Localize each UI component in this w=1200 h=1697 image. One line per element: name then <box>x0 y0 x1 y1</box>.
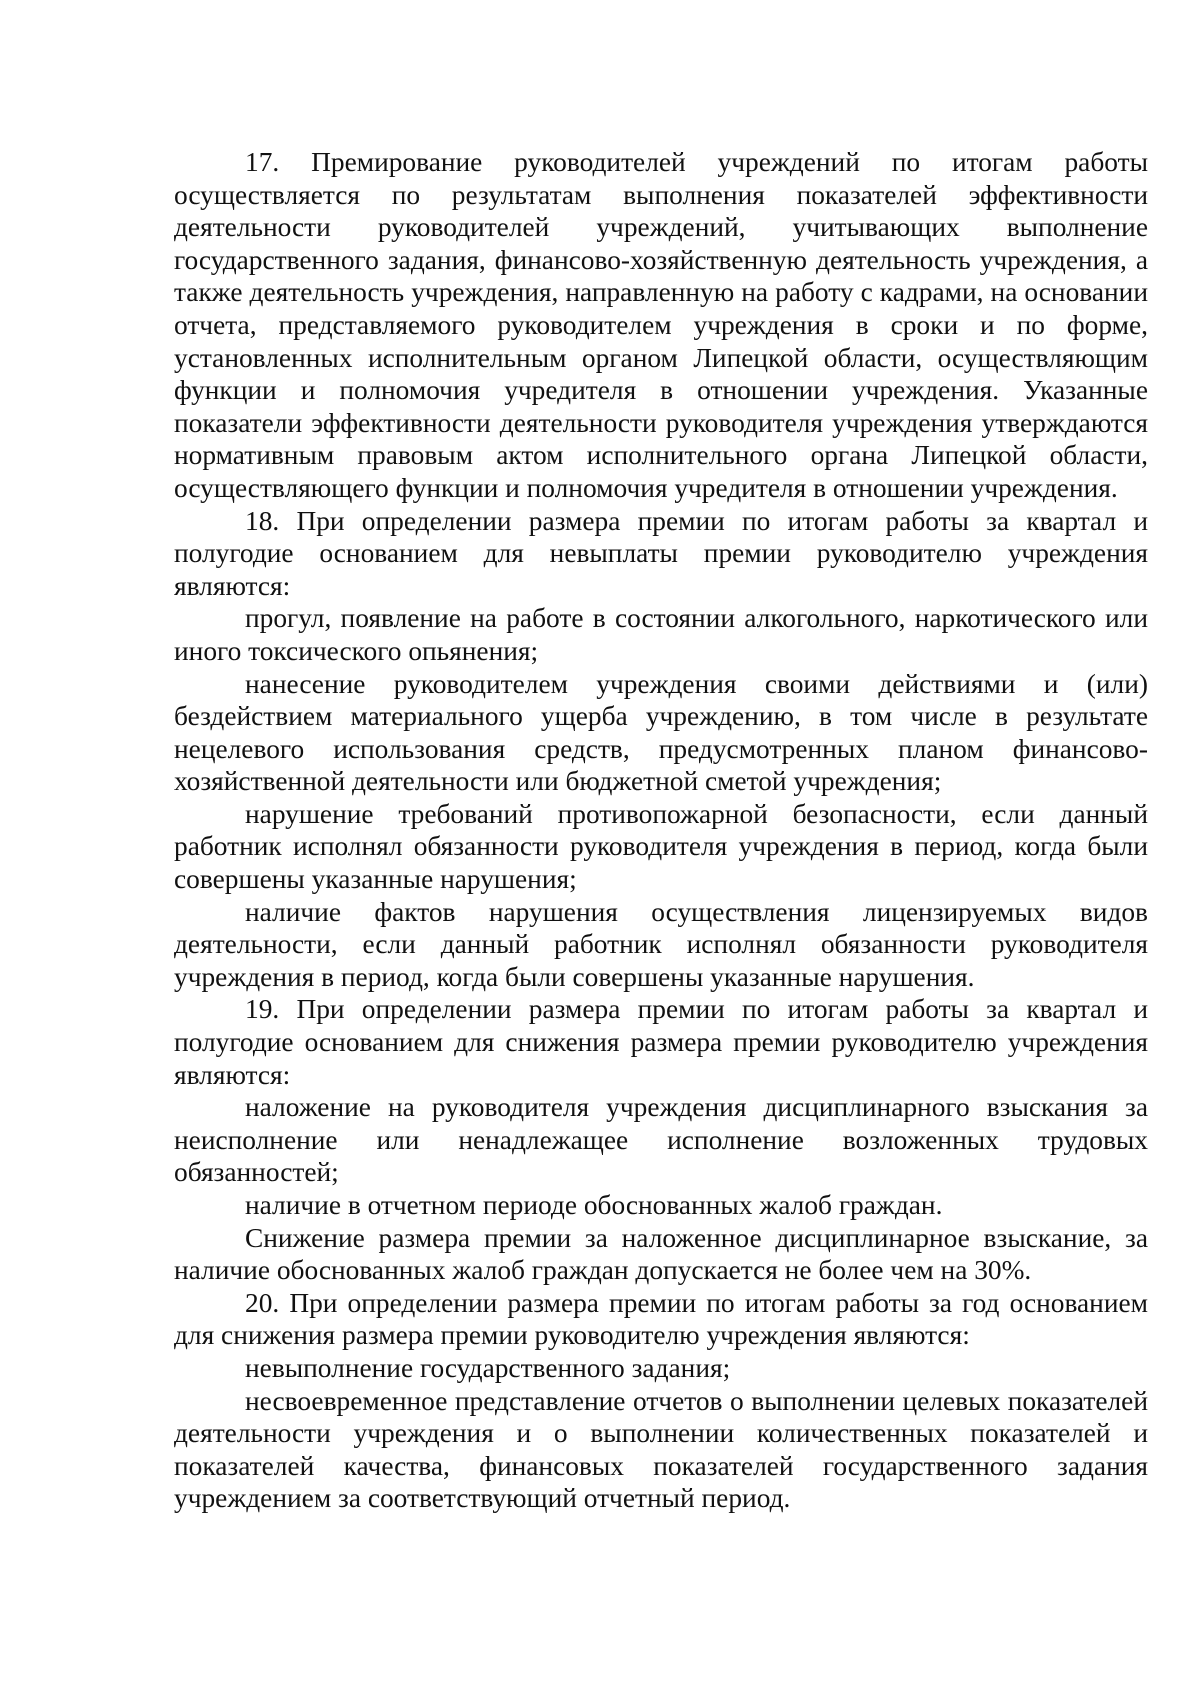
document-page <box>174 146 1148 1515</box>
list-item-damage: нанесение руководителем учреждения своими действиями и (или) бездействием материального ущерба учреждению, в том числе в результате нецелевого использования средств, предусмотренных планом финансово-хозяйственной деятельности или бюджетной сметой учреждения; <box>174 668 1148 797</box>
paragraph-reduction-limit: Снижение размера премии за наложенное дисциплинарное взыскание, за наличие обоснованных жалоб граждан допускается не более чем на 30%. <box>174 1222 1148 1286</box>
paragraph-20: 20. При определении размера премии по итогам работы за год основанием для снижения размера премии руководителю учреждения являются: <box>174 1287 1148 1351</box>
paragraph-18: 18. При определении размера премии по итогам работы за квартал и полугодие основанием для невыплаты премии руководителю учреждения являются: <box>174 505 1148 601</box>
list-item-fire-safety: нарушение требований противопожарной безопасности, если данный работник исполнял обязанности руководителя учреждения в период, когда были совершены указанные нарушения; <box>174 798 1148 895</box>
list-item-task-failure: невыполнение государственного задания; <box>245 1352 731 1383</box>
list-item-absence: прогул, появление на работе в состоянии алкогольного, наркотического или иного токсического опьянения; <box>174 603 1148 666</box>
list-item-disciplinary: наложение на руководителя учреждения дисциплинарного взыскания за неисполнение или ненадлежащее исполнение возложенных трудовых обязанностей; <box>174 1092 1148 1188</box>
list-item-complaints: наличие в отчетном периоде обоснованных жалоб граждан. <box>245 1190 943 1220</box>
paragraph-19: 19. При определении размера премии по итогам работы за квартал и полугодие основанием для снижения размера премии руководителю учреждения являются: <box>174 994 1148 1090</box>
list-item-licensing: наличие фактов нарушения осуществления лицензируемых видов деятельности, если данный работник исполнял обязанности руководителя учреждения в период, когда были совершены указанные нарушения. <box>174 896 1148 992</box>
paragraph-17: 17. Премирование руководителей учреждений по итогам работы осуществляется по результатам выполнения показателей эффективности деятельности руководителей учреждений, учитывающих выполнение государственного задания, финансово-хозяйственную деятельность учреждения, а также деятельность учреждения, направленную на работу с кадрами, на основании отчета, представляемого руководителем учреждения в сроки и по форме, установленных исполнительным органом Липецкой области, осуществляющим функции и полномочия учредителя в отношении учреждения. Указанные показатели эффективности деятельности руководителя учреждения утверждаются нормативным правовым актом исполнительного органа Липецкой области, осуществляющего функции и полномочия учредителя в отношении учреждения. <box>174 147 1148 503</box>
list-item-late-reports: несвоевременное представление отчетов о выполнении целевых показателей деятельности учреждения и о выполнении количественных показателей и показателей качества, финансовых показателей государственного задания учреждением за соответствующий отчетный период. <box>174 1385 1148 1514</box>
